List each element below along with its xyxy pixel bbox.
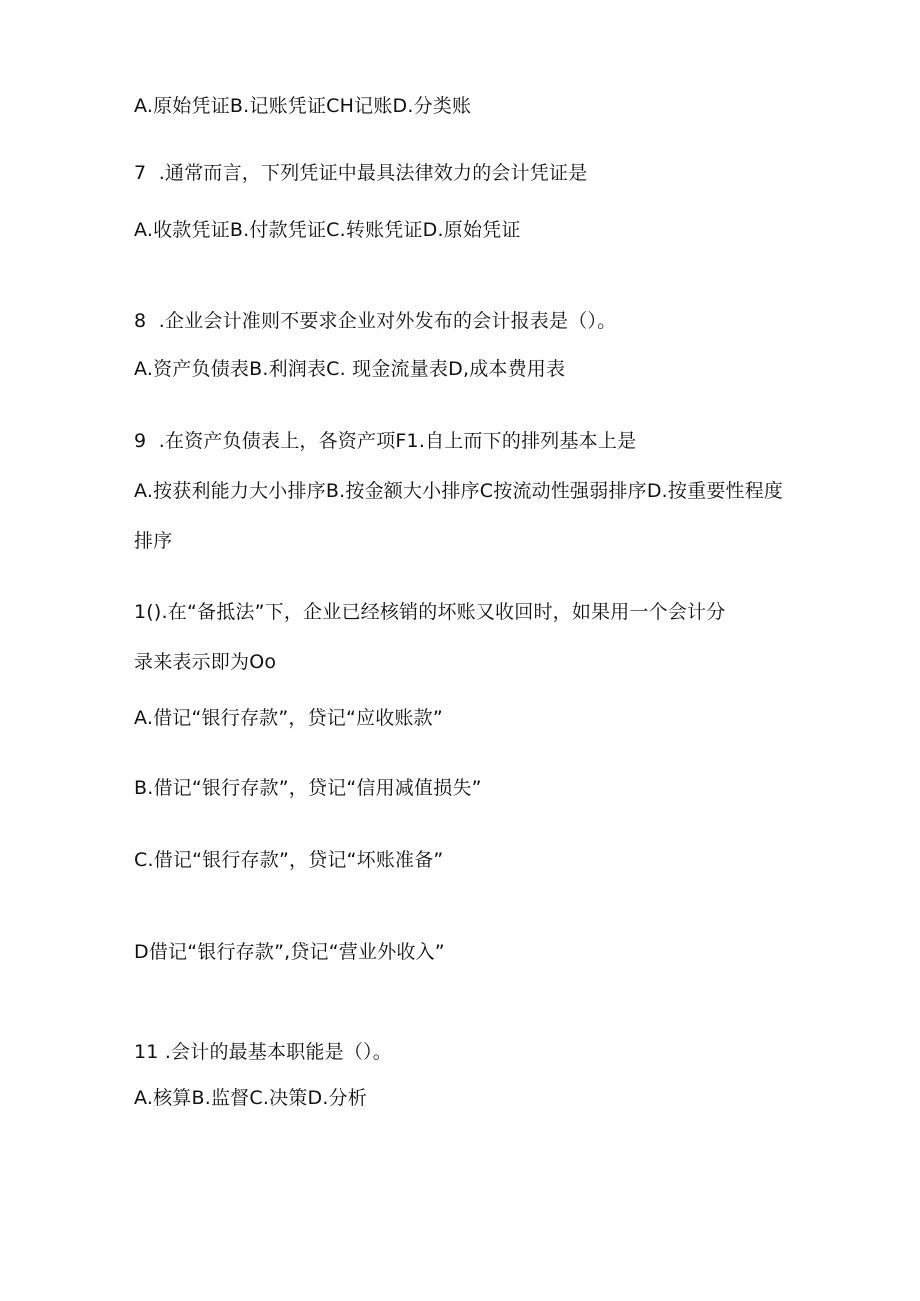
q10-option-b: B.借记“银行存款”，贷记“信用减值损失” <box>134 777 482 799</box>
q9-options-cont: 排序 <box>134 530 173 552</box>
q10-option-d: D借记“银行存款”,贷记“营业外收入” <box>134 941 445 963</box>
q6-options: A.原始凭证B.记账凭证CH记账D.分类账 <box>134 95 472 117</box>
q9-options: A.按获利能力大小排序B.按金额大小排序C按流动性强弱排序D.按重要性程度 <box>134 480 784 502</box>
q11-question: 11 .会计的最基本职能是（）。 <box>134 1041 392 1063</box>
q10-option-a: A.借记“银行存款”，贷记“应收账款” <box>134 707 443 729</box>
q10-question: 1().在“备抵法”下，企业已经核销的坏账又收回时，如果用一个会计分 <box>134 601 726 623</box>
q9-question: 9 .在资产负债表上，各资产项F1.自上而下的排列基本上是 <box>134 430 637 452</box>
q10-question-cont: 录来表示即为Oo <box>134 651 277 673</box>
q7-question: 7 .通常而言，下列凭证中最具法律效力的会计凭证是 <box>134 162 588 184</box>
q8-question: 8 .企业会计准则不要求企业对外发布的会计报表是（）。 <box>134 310 617 332</box>
q8-options: A.资产负债表B.利润表C. 现金流量表D,成本费用表 <box>134 358 566 380</box>
q11-options: A.核算B.监督C.决策D.分析 <box>134 1087 367 1109</box>
q10-option-c: C.借记“银行存款”，贷记“坏账准备” <box>134 849 444 871</box>
q7-options: A.收款凭证B.付款凭证C.转账凭证D.原始凭证 <box>134 219 521 241</box>
